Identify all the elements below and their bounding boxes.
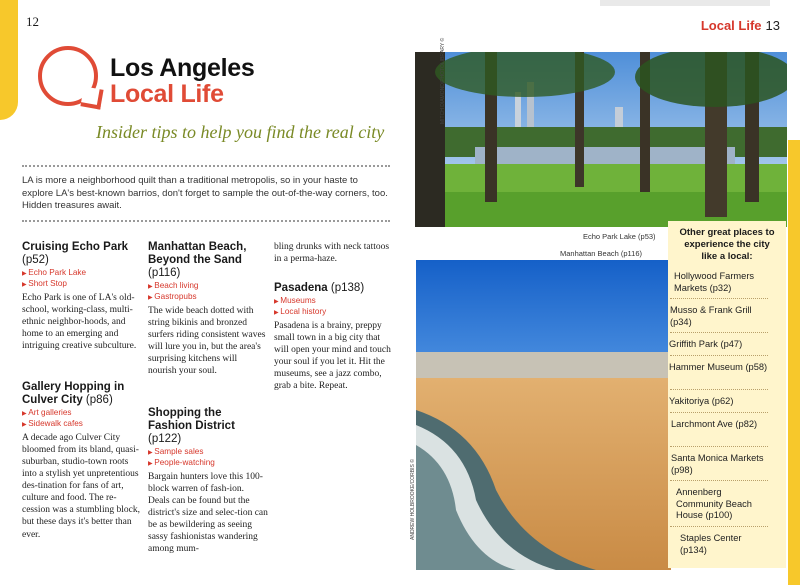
sidebar-item: Hollywood Farmers Markets (p32) [674,271,755,293]
divider [22,220,390,222]
photo-credit: MITCH DIAMOND/PHOTOLIBRARY © [440,37,446,124]
sidebar-item: Griffith Park (p47) [669,339,743,349]
sidebar-item: Yakitoriya (p62) [669,396,734,406]
bullet-item: ▶ Sidewalk cafes [22,419,142,430]
sidebar-item: Musso & Frank Grill (p34) [670,305,752,327]
sidebar-item: Santa Monica Markets (p98) [671,453,764,475]
running-header-label: Local Life [700,18,762,33]
tagline: Insider tips to help you find the real city [96,122,385,142]
divider [670,412,768,413]
bullet-item: ▶ Echo Park Lake [22,268,142,279]
divider [670,332,768,333]
section-fashion-district [148,407,268,555]
page-number-left: 12 [26,14,39,29]
sidebar-item: Larchmont Ave (p82) [671,419,758,429]
bullet-item: ▶ Art galleries [22,408,142,419]
section-body: bling drunks with neck tattoos in a perma-haze. [274,242,390,265]
sidebar-item: Staples Center (p134) [680,533,742,555]
photo-caption: Echo Park Lake (p53) [583,232,656,241]
bullet-item: ▶ Beach living [148,281,268,292]
bullet-item: ▶ People-watching [148,458,268,469]
page-title: Los Angeles [110,54,255,82]
sidebar-heading: Other great places to experience the city like a local: [679,227,775,262]
sidebar-item: Annenberg Community Beach House (p100) [676,487,752,521]
divider [670,389,768,390]
bullet-item: ▶ Local history [274,307,392,318]
right-page-stripe [788,140,800,585]
section-pasadena [274,282,392,392]
bullet-list [22,408,142,431]
section-body: The wide beach dotted with string bikinis and bronzed surfers riding consistent waves will lure you in, but the area's surprising kitchens will nourish your soul. [148,305,266,377]
section-continued [274,241,392,265]
running-header [701,18,780,33]
page-number-right: 13 [765,18,780,33]
section-body: Echo Park is one of LA's old-school, working-class, multi-ethnic neighbor-hoods, and home to an emerging and intriguing creative subculture. [22,292,137,352]
intro-paragraph: LA is more a neighborhood quilt than a traditional metropolis, so in your haste to explore LA's best-known barrios, don't forget to sample the out-of-the-way corners, too. Hidden treasures await. [22,175,388,211]
bullet-list [274,296,392,319]
logo-speech-tail-icon [80,86,103,109]
divider [670,526,768,527]
top-bar [600,0,770,6]
section-title: Pasadena (p138) [274,282,365,294]
section-body: Bargain hunters love this 100-block warren of fash-ion. Deals can be found but the district's size and selec-tion can be as bewildering as seeing sassy fashionistas wandering among mum- [148,471,268,555]
section-culver-city [22,381,142,541]
manhattan-beach-photo [416,260,671,570]
bullet-list [148,447,268,470]
divider [670,446,768,447]
divider [670,298,768,299]
section-title: Gallery Hopping in Culver City (p86) [22,381,125,406]
divider [670,355,768,356]
bullet-item: ▶ Sample sales [148,447,268,458]
section-manhattan-beach [148,241,268,377]
bullet-item: ▶ Museums [274,296,392,307]
divider [670,480,768,481]
echo-park-photo [415,52,787,227]
section-echo-park [22,241,142,352]
divider [22,165,390,167]
section-title: Shopping the Fashion District (p122) [148,407,235,445]
photo-caption: Manhattan Beach (p116) [560,249,642,258]
bullet-item: ▶ Short Stop [22,279,142,290]
left-page-tab [0,0,18,120]
bullet-item: ▶ Gastropubs [148,292,268,303]
bullet-list [22,268,142,291]
sidebar-item: Hammer Museum (p58) [669,362,768,372]
page-subtitle: Local Life [110,80,224,108]
section-title: Cruising Echo Park (p52) [22,241,129,266]
photo-credit: ANDREW HOLBROOKE/CORBIS © [410,459,416,540]
section-body: A decade ago Culver City bloomed from its bland, quasi-suburban, studio-town roots into a stylish yet unpretentious des-tination for fans of art, culture and food. The re-cession was a stumbling block, but these days it's better than ever. [22,432,140,540]
bullet-list [148,281,268,304]
section-body: Pasadena is a brainy, preppy small town in a big city that will open your mind and touch your soul if you let it. Hit the museums, see a jazz combo, grab a bite. Repeat. [274,320,391,392]
section-title: Manhattan Beach, Beyond the Sand (p116) [148,241,247,279]
